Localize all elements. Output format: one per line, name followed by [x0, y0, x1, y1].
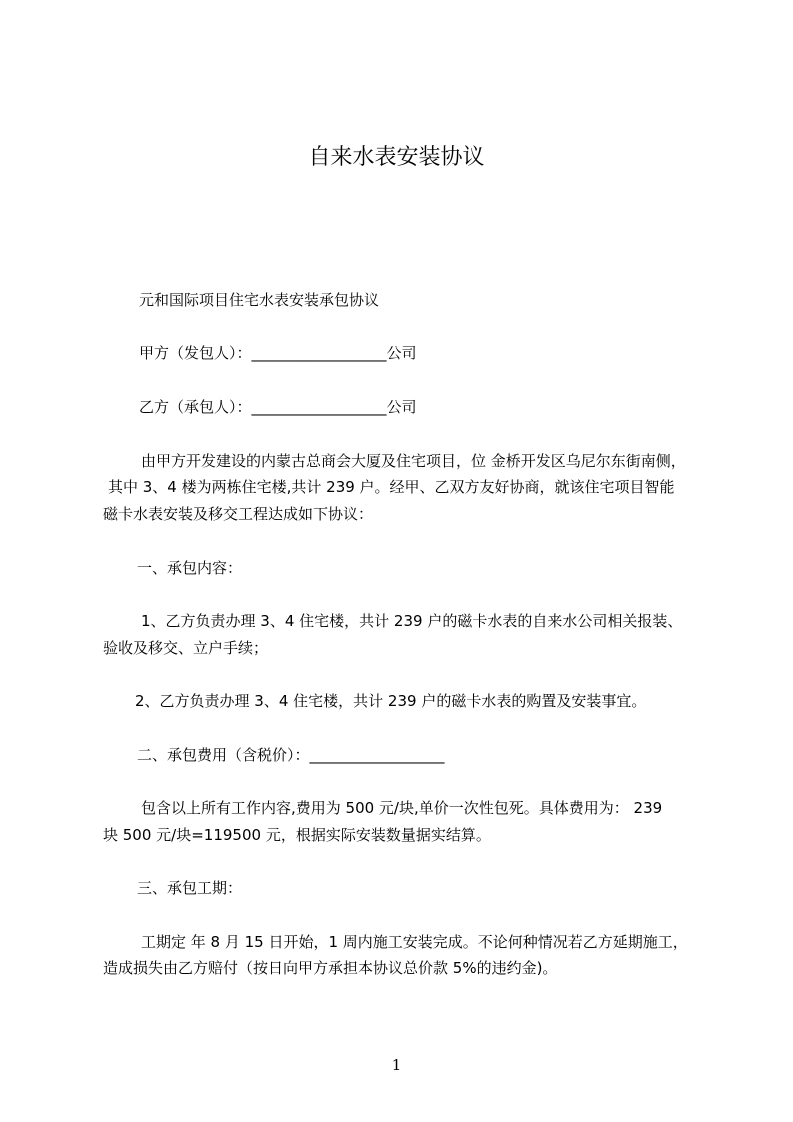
preamble-line-1: 由甲方开发建设的内蒙古总商会大厦及住宅项目，位 金桥开发区乌尼尔东街南侧，	[141, 452, 686, 470]
section-2-heading: 二、承包费用（含税价）：__________________	[137, 746, 445, 764]
section-1-heading: 一、承包内容：	[137, 559, 243, 577]
fee-line-1: 包含以上所有工作内容,费用为 500 元/块,单价一次性包死。具体费用为： 239	[141, 799, 663, 817]
document-title: 自来水表安装协议	[308, 145, 485, 170]
preamble-line-3: 磁卡水表安装及移交工程达成如下协议：	[103, 505, 374, 523]
section-3-heading: 三、承包工期：	[137, 879, 243, 897]
party-b-line: 乙方（承包人）：__________________公司	[139, 398, 417, 416]
party-a-line: 甲方（发包人）：__________________公司	[139, 344, 417, 362]
page-number: 1	[391, 1056, 402, 1074]
item-1-line-1: 1、乙方负责办理 3、4 住宅楼，共计 239 户的磁卡水表的自来水公司相关报装、	[141, 612, 683, 630]
period-line-2: 造成损失由乙方赔付（按日向甲方承担本协议总价款 5%的违约金)。	[103, 959, 558, 977]
intro-line: 元和国际项目住宅水表安装承包协议	[139, 291, 380, 309]
fee-line-2: 块 500 元/块=119500 元，根据实际安装数量据实结算。	[103, 826, 491, 844]
preamble-line-2: 其中 3、4 楼为两栋住宅楼,共计 239 户。经甲、乙双方友好协商，就该住宅项目智能	[108, 478, 675, 496]
item-1-line-2: 验收及移交、立户手续；	[103, 639, 269, 657]
item-2-line: 2、乙方负责办理 3、4 住宅楼，共计 239 户的磁卡水表的购置及安装事宜。	[135, 692, 647, 710]
period-line-1: 工期定 年 8 月 15 日开始，1 周内施工安装完成。不论何种情况若乙方延期施工，	[141, 933, 688, 951]
